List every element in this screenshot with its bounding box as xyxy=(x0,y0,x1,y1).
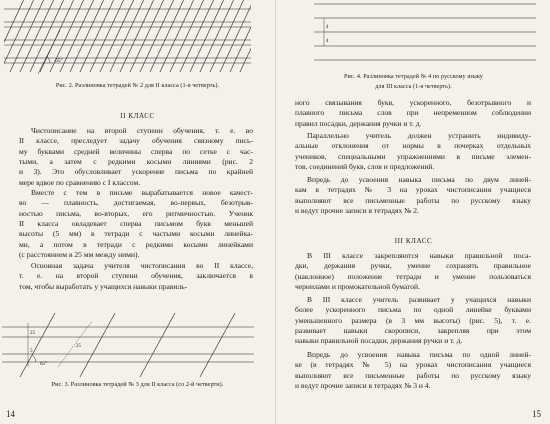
fig3-label-d: 5 xyxy=(30,349,33,354)
paragraph-line: и 3). Это обусловливает ускорение письма по крайней xyxy=(19,167,253,177)
figure-3-caption: Рис. 3. Разлиновка тетрадей № 3 для II класса (со 2-й четверти). xyxy=(51,381,224,388)
section-heading-class-3: III КЛАСС xyxy=(394,237,433,245)
paragraph-line: том, чтобы выработать у учащихся навыки правиль- xyxy=(19,281,188,291)
figure-2-caption: Рис. 2. Разлиновка тетрадей № 2 для II класса (1-я четверть). xyxy=(55,82,220,89)
paragraph-line: Впредь до усвоения навыка письма по одной линей- xyxy=(307,350,531,359)
paragraph-line: ного связывания букв, ускоренного, безотрывного и xyxy=(295,98,531,107)
paragraph xyxy=(19,261,253,292)
paragraph-line: и ведут прочие записи в тетрадях № 3 и 4. xyxy=(295,381,431,391)
paragraph-line: тыми, а затем с редкими косыми линиями (рис. 2 xyxy=(19,157,253,167)
fig4-label-a: 4 xyxy=(326,25,329,30)
paragraph-line: Впредь до усвоения навыка письма по двум линей- xyxy=(307,175,531,184)
paragraph xyxy=(295,98,531,129)
paragraph-line: Параллельно учитель должен устранить индивиду- xyxy=(307,131,531,140)
right-page xyxy=(275,0,550,424)
paragraph-line: ке (в тетрадях № 5) на уроках чистописания учащиеся xyxy=(295,360,531,370)
fig4-label-b: 4 xyxy=(326,39,329,44)
paragraph-line: учеников, специальными упражнениями в письме элемен- xyxy=(295,151,531,161)
paragraph-line: развивает навыки скорописи, закрепляя при этом xyxy=(295,326,531,336)
paragraph-line: ми, а потом в тетради с редкими косыми линейками xyxy=(19,239,253,249)
fig3-label-b: 25 xyxy=(76,344,81,349)
paragraph-line: ностью письма, во-вторых, его ритмичностью. Ученик xyxy=(19,208,253,218)
figure-3-ruling xyxy=(0,313,275,377)
paragraph-line: высоты (5 мм) в тетради с частыми косыми линейка- xyxy=(19,229,253,239)
paragraph xyxy=(19,188,253,260)
paragraph xyxy=(295,175,531,216)
paragraph-line: и ведут прочие записи в тетрадях № 2. xyxy=(295,206,419,216)
paragraph-line: Вместе с тем в письме вырабатывается новое качест- xyxy=(31,188,253,197)
paragraph-line: более ускоренного письма по одной линейке буквами xyxy=(295,305,531,315)
paragraph-line: Основная задача учителя чистописания во II классе, xyxy=(31,261,253,270)
paragraph xyxy=(295,350,531,391)
paragraph-line: В III классе учитель развивает у учащихся навыки xyxy=(307,295,531,304)
paragraph-line: выполняют все письменные работы по русскому языку xyxy=(295,370,531,380)
figure-4-caption-line-2: для III класса (1-я четверть). xyxy=(375,83,452,90)
fig3-label-angle: 65° xyxy=(40,362,47,367)
paragraph-line: му буквами средней величины сперва по сетке с час- xyxy=(19,146,253,156)
fig2-angle-label: 65° xyxy=(55,58,63,64)
paragraph-line: чернилами и промокательной бумагой. xyxy=(295,282,420,292)
paragraph-line: (наклонное) положение тетради и умение пользоваться xyxy=(295,271,531,281)
page-number-right: 15 xyxy=(532,409,541,419)
paragraph-line: навыки правильной посадки, держания ручки и т. д. xyxy=(295,336,463,346)
paragraph-line: т. е. на второй ступени обучения, заключается в xyxy=(19,271,253,281)
paragraph xyxy=(295,295,531,347)
section-heading-class-2: II КЛАСС xyxy=(120,112,155,120)
fig3-label-a: 25 xyxy=(30,331,35,336)
paragraph-line: II класса овладевает сперва письмом букв меньшей xyxy=(19,219,253,229)
page-number-left: 14 xyxy=(6,409,15,419)
paragraph-line: (с расстоянием в 25 мм между ними). xyxy=(19,250,140,260)
paragraph-line: II классе, преследует задачу обучения связному пись- xyxy=(19,136,253,146)
paragraph-line: выполняют все письменные работы по русскому языку xyxy=(295,195,531,205)
figure-4-ruling xyxy=(276,0,550,64)
paragraph xyxy=(295,131,531,172)
paragraph-line: тов, соединений букв, слов и предложений. xyxy=(295,162,435,172)
paragraph-line: альные отклонения от нормы в почерках отдельных xyxy=(295,141,531,151)
paragraph xyxy=(19,126,253,188)
paragraph-line: во — плавность, достигаемая, во-первых, безотрыв- xyxy=(19,198,253,208)
paragraph-line: В III классе закрепляются навыки правильной поса- xyxy=(307,251,531,260)
paragraph-line: правил посадки, держания ручки и т. д. xyxy=(295,118,422,128)
paragraph-line: плавного письма слов при непременном соблюдении xyxy=(295,108,531,118)
paragraph-line: дки, держания ручки, умение сохранять правильное xyxy=(295,261,531,271)
paragraph-line: Чистописание на второй ступени обучения, т. е. во xyxy=(31,126,253,135)
figure-4-caption-line-1: Рис. 4. Разлиновка тетрадей № 4 по русскому языку xyxy=(344,73,483,80)
figure-2-ruling xyxy=(0,0,275,80)
paragraph-line: уменьшенного размера (в 3 мм высоты) (рис. 5), т. е. xyxy=(295,315,531,325)
paragraph-line: мере вдвое по сравнению с I классом. xyxy=(19,177,141,187)
paragraph-line: кам в тетрадях № 3 на уроках чистописания учащиеся xyxy=(295,185,531,195)
paragraph xyxy=(295,251,531,292)
